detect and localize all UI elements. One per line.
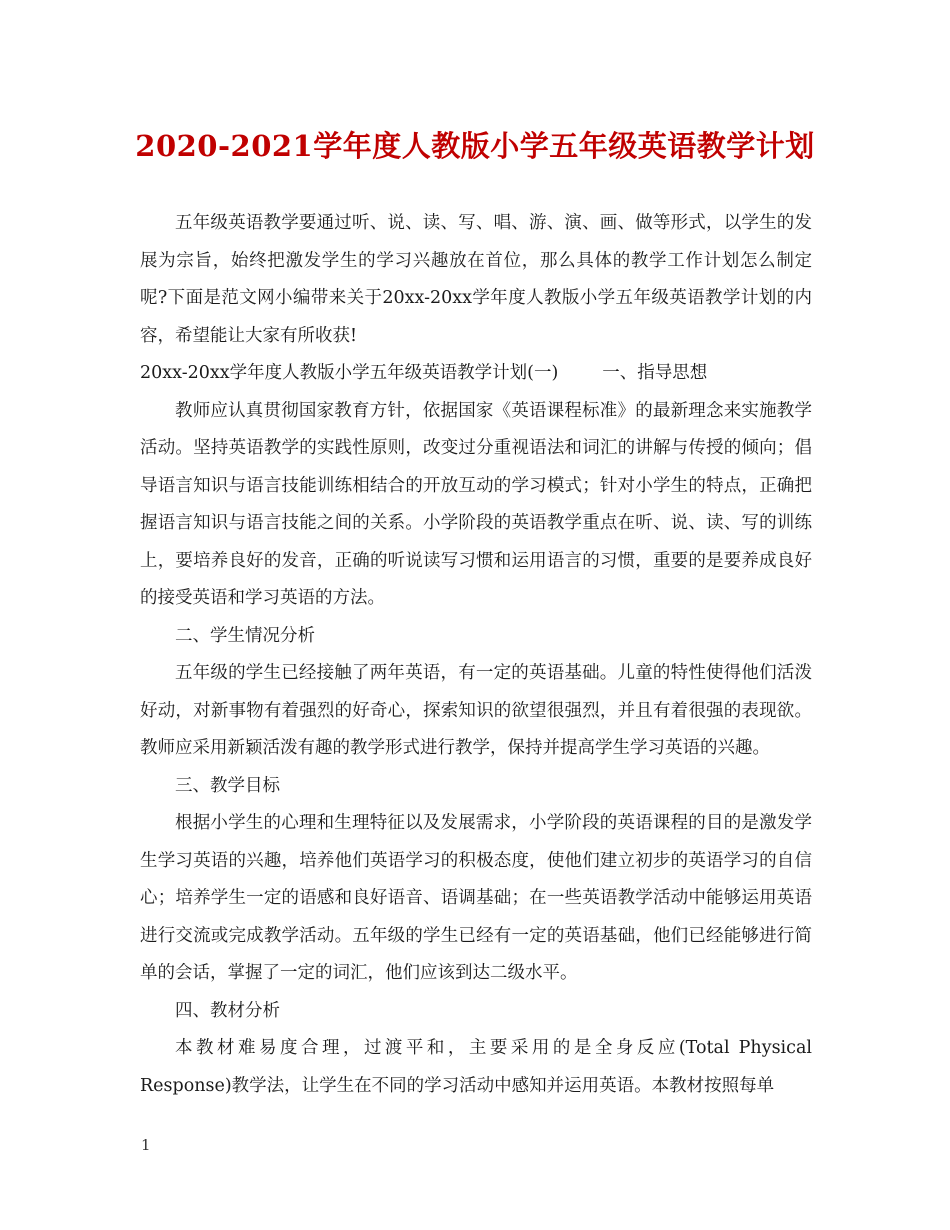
intro-paragraph: 五年级英语教学要通过听、说、读、写、唱、游、演、画、做等形式，以学生的发展为宗旨，始终把激发学生的学习兴趣放在首位，那么具体的教学工作计划怎么制定呢?下面是范文网小编带来关于20xx-20xx学年度人教版小学五年级英语教学计划的内容，希望能让大家有所收获! <box>140 213 812 346</box>
plan-heading-line <box>140 355 812 393</box>
section1-heading: 一、指导思想 <box>602 363 708 383</box>
section3-paragraph: 根据小学生的心理和生理特征以及发展需求，小学阶段的英语课程的目的是激发学生学习英语的兴趣，培养他们英语学习的积极态度，使他们建立初步的英语学习的自信心；培养学生一定的语感和良好语音、语调基础；在一些英语教学活动中能够运用英语进行交流或完成教学活动。五年级的学生已经有一定的英语基础，他们已经能够进行简单的会话，掌握了一定的词汇，他们应该到达二级水平。 <box>140 813 812 983</box>
section4-heading: 四、教材分析 <box>175 1000 280 1021</box>
document-title: 2020-2021学年度人教版小学五年级英语教学计划 <box>135 129 815 163</box>
plan-heading: 20xx-20xx学年度人教版小学五年级英语教学计划(一) <box>140 363 559 383</box>
section4-paragraph: 本教材难易度合理，过渡平和，主要采用的是全身反应(Total Physical Response)教学法，让学生在不同的学习活动中感知并运用英语。本教材按照每单 <box>140 1038 812 1096</box>
section1-paragraph: 教师应认真贯彻国家教育方针，依据国家《英语课程标准》的最新理念来实施教学活动。坚持英语教学的实践性原则，改变过分重视语法和词汇的讲解与传授的倾向；倡导语言知识与语言技能训练相结合的开放互动的学习模式；针对小学生的特点，正确把握语言知识与语言技能之间的关系。小学阶段的英语教学重点在听、说、读、写的训练上，要培养良好的发音，正确的听说读写习惯和运用语言的习惯，重要的是要养成良好的接受英语和学习英语的方法。 <box>140 400 812 608</box>
section2-heading: 二、学生情况分析 <box>175 625 315 646</box>
section3-heading: 三、教学目标 <box>175 775 280 796</box>
section2-paragraph: 五年级的学生已经接触了两年英语，有一定的英语基础。儿童的特性使得他们活泼好动，对新事物有着强烈的好奇心，探索知识的欲望很强烈，并且有着很强的表现欲。教师应采用新颖活泼有趣的教学形式进行教学，保持并提高学生学习英语的兴趣。 <box>140 663 812 758</box>
document-body <box>140 205 812 1105</box>
page-number: 1 <box>141 1136 151 1154</box>
